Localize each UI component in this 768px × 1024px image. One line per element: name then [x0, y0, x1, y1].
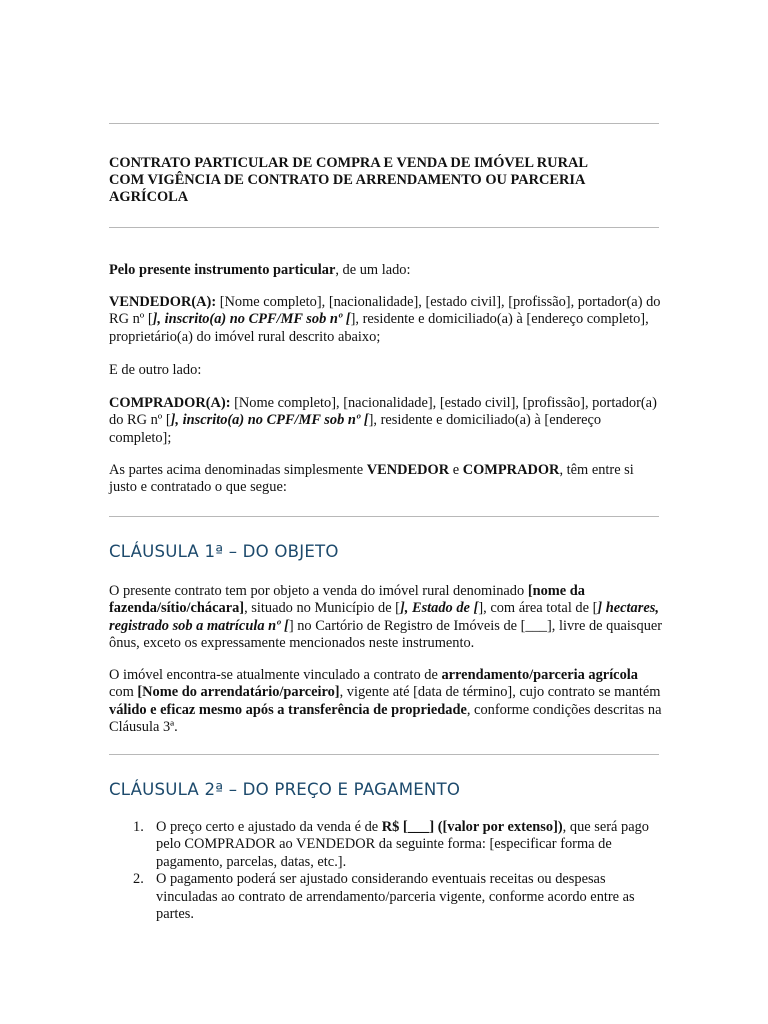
seller-label: VENDEDOR(A): — [109, 294, 217, 310]
intro-bold: Pelo presente instrumento particular — [109, 262, 336, 278]
title-line: COM VIGÊNCIA DE CONTRATO DE ARRENDAMENTO OU PARCERIA — [109, 172, 586, 188]
horizontal-rule — [109, 227, 659, 228]
clause-2-heading: CLÁUSULA 2ª – DO PREÇO E PAGAMENTO — [109, 780, 461, 799]
text: ] no Cartório de Registro de Imóveis de [___], livre de quaisquer ônus, exceto os expressamente mencionados neste instrumento. — [109, 617, 663, 652]
lessee-placeholder: [Nome do arrendatário/parceiro] — [137, 684, 340, 701]
intro-text: , de um lado: — [335, 262, 411, 278]
payment-list — [109, 819, 664, 923]
seller-cpf-placeholder: ], inscrito(a) no CPF/MF sob nº [ — [152, 311, 351, 328]
title-line: AGRÍCOLA — [109, 189, 189, 205]
horizontal-rule — [109, 516, 659, 517]
buyer-paragraph — [109, 395, 664, 447]
buyer-cpf-placeholder: ], inscrito(a) no CPF/MF sob nº [ — [170, 412, 369, 429]
horizontal-rule — [109, 754, 659, 755]
seller-paragraph — [109, 294, 664, 346]
text: O preço certo e ajustado da venda é de — [156, 819, 382, 835]
text: , vigente até [data de término], cujo contrato se mantém — [339, 684, 661, 701]
farm-name-placeholder: [nome da fazenda/sítio/chácara] — [109, 583, 585, 617]
parties-and: e — [449, 462, 463, 478]
clause-1-heading: CLÁUSULA 1ª – DO OBJETO — [109, 542, 339, 561]
registration-placeholder: ] hectares, registrado sob a matrícula nº [ — [109, 600, 659, 634]
other-side-paragraph: E de outro lado: — [109, 362, 202, 378]
text: O imóvel encontra-se atualmente vinculado a contrato de — [109, 667, 442, 683]
parties-text: As partes acima denominadas simplesmente — [109, 462, 367, 478]
text: , conforme condições descritas na Cláusula 3ª. — [109, 701, 662, 736]
intro-paragraph — [109, 262, 664, 279]
list-item — [109, 871, 664, 923]
buyer-text: [Nome completo], [nacionalidade], [estado civil], [profissão], portador(a) do RG nº [ — [109, 395, 657, 429]
horizontal-rule — [109, 123, 659, 124]
text: O pagamento poderá ser ajustado considerando eventuais receitas ou despesas vinculadas ao contrato de arrendamento/parceria vigente, conforme acordo entre as partes. — [156, 871, 635, 923]
title-line: CONTRATO PARTICULAR DE COMPRA E VENDA DE IMÓVEL RURAL — [109, 155, 588, 171]
lease-type: arrendamento/parceria agrícola — [441, 667, 638, 683]
parties-vendedor: VENDEDOR — [366, 462, 450, 478]
parties-text-end: , têm entre si justo e contratado o que segue: — [109, 462, 634, 496]
price-placeholder: R$ [___] ([valor por extenso]) — [381, 819, 563, 835]
clause-1-paragraph-2 — [109, 667, 664, 737]
list-item — [109, 819, 664, 871]
state-placeholder: ], Estado de [ — [399, 600, 479, 617]
text: , que será pago pelo COMPRADOR ao VENDEDOR da seguinte forma: [especificar forma de pagamento, parcelas, datas, etc.]. — [156, 819, 649, 870]
text: com — [109, 684, 138, 701]
clause-1-paragraph-1 — [109, 583, 664, 653]
buyer-text-end: ], residente e domiciliado(a) à [endereço completo]; — [109, 412, 602, 446]
parties-paragraph — [109, 462, 664, 497]
validity-clause: válido e eficaz mesmo após a transferência de propriedade — [109, 701, 467, 718]
text: , situado no Município de [ — [244, 600, 400, 617]
seller-text-end: ], residente e domiciliado(a) à [endereço completo], proprietário(a) do imóvel rural descrito abaixo; — [109, 311, 649, 345]
buyer-label: COMPRADOR(A): — [109, 395, 231, 411]
document-title — [109, 155, 669, 206]
seller-text: [Nome completo], [nacionalidade], [estado civil], [profissão], portador(a) do RG nº [ — [109, 294, 661, 328]
list-number: 1. — [133, 819, 144, 835]
parties-comprador: COMPRADOR — [462, 462, 560, 478]
list-number: 2. — [133, 871, 144, 888]
text: ], com área total de [ — [478, 600, 598, 617]
text: O presente contrato tem por objeto a venda do imóvel rural denominado — [109, 583, 528, 599]
